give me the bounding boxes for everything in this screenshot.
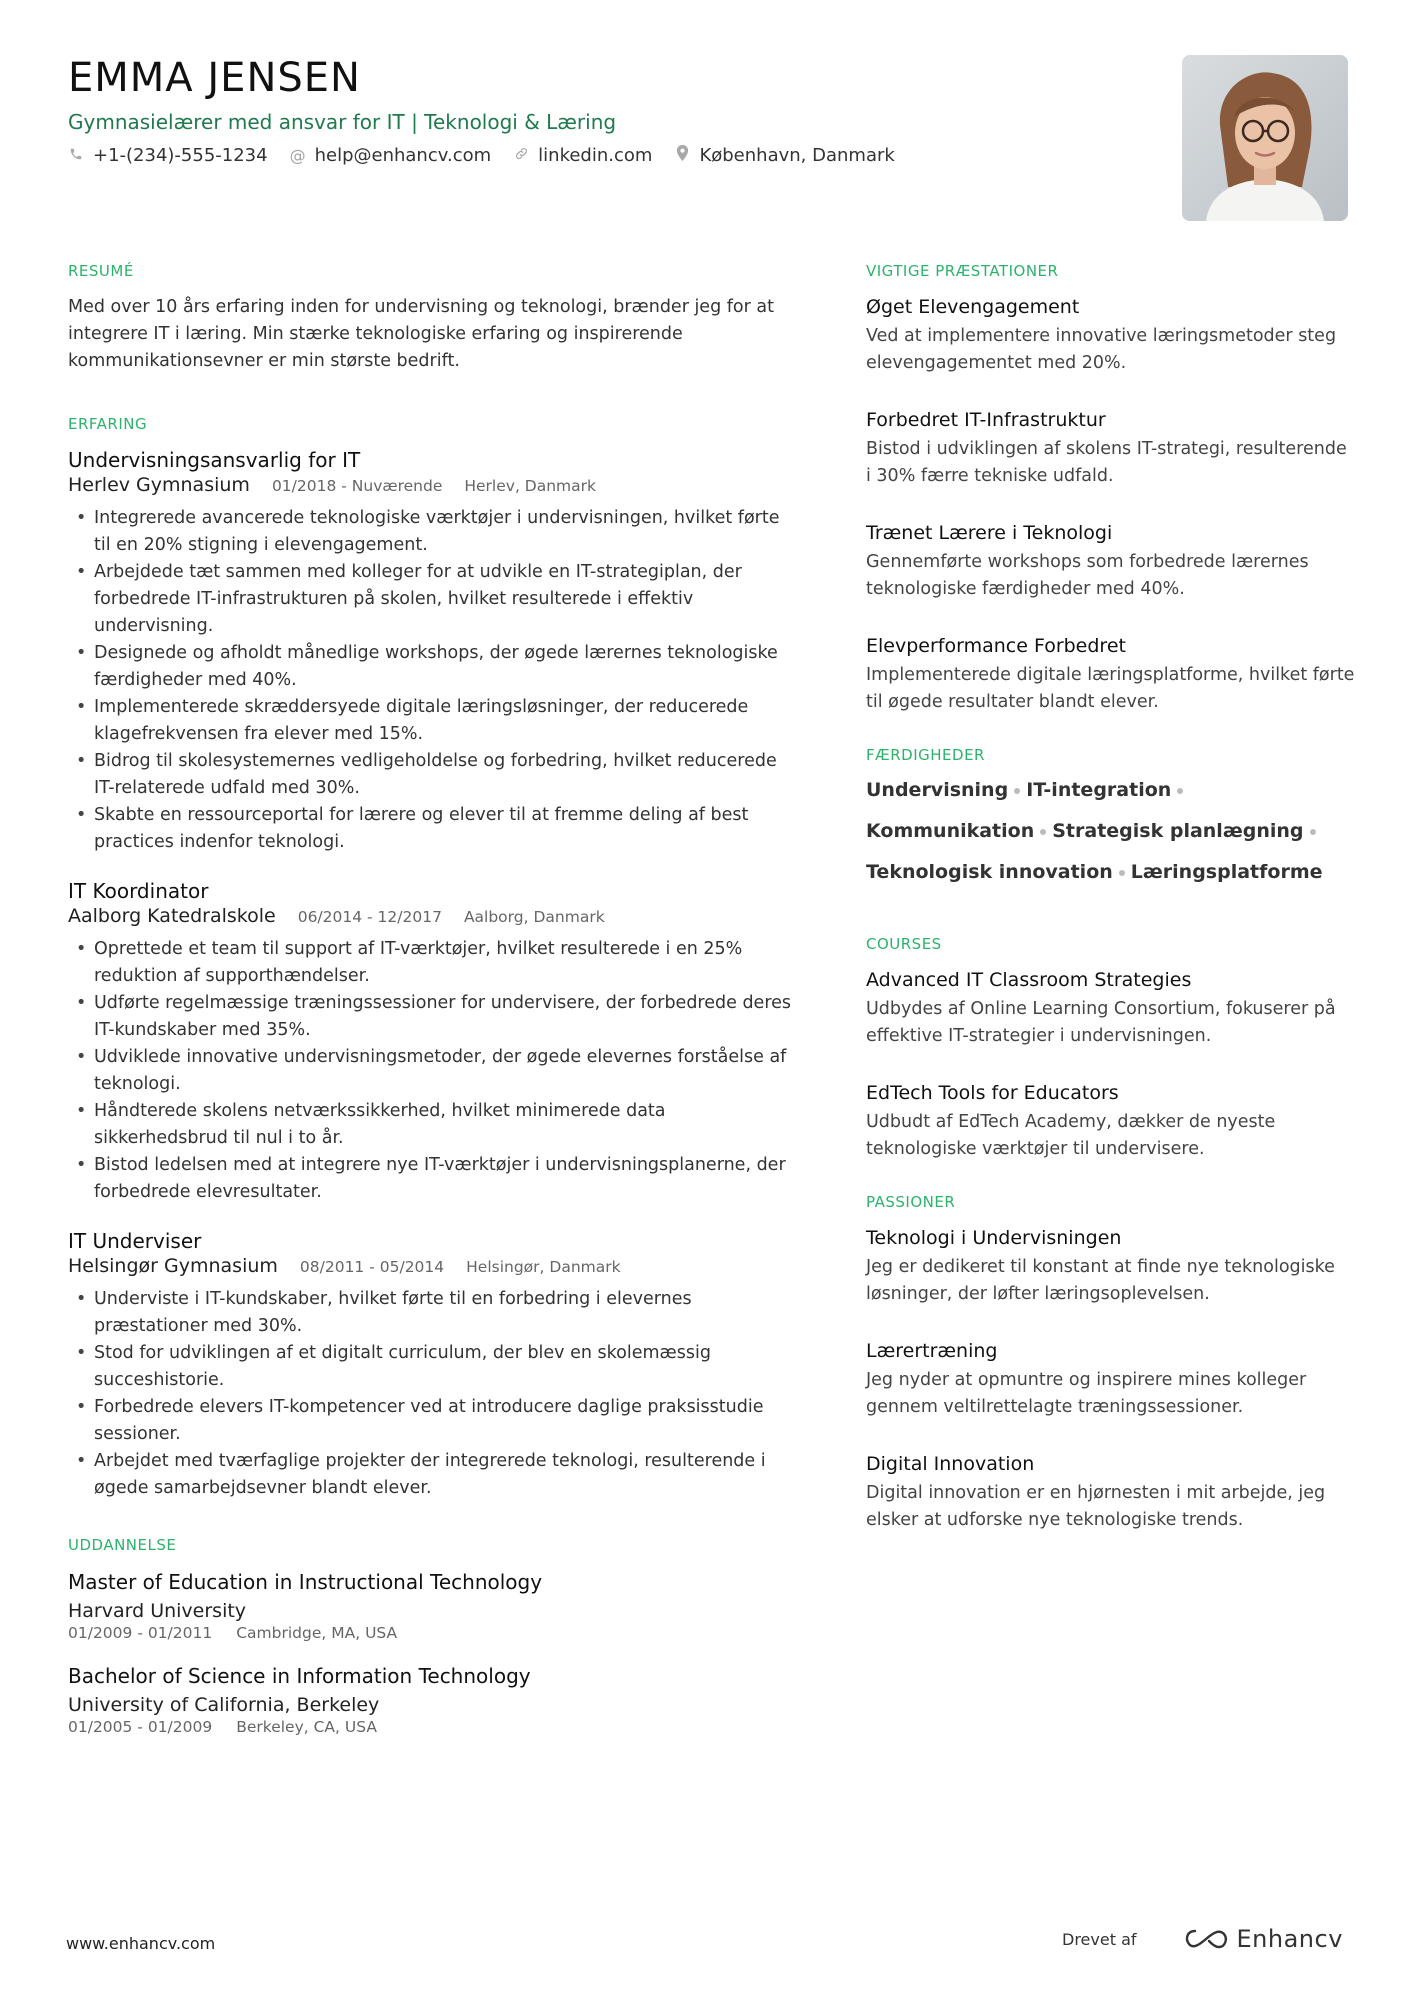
skill-tag	[1052, 811, 1321, 852]
contact-email[interactable]	[290, 142, 492, 170]
passion-title: Teknologi i Undervisningen	[866, 1227, 1122, 1249]
footer-branding	[1062, 1925, 1343, 1953]
achievement-desc: Ved at implementere innovative læringsmetoder steg elevengagementet med 20%.	[866, 326, 1337, 373]
course-item	[866, 967, 1356, 1050]
achievement-item	[866, 520, 1356, 603]
skills-section	[866, 746, 1356, 893]
skill-tag	[1026, 770, 1189, 811]
linkedin-text: linkedin.com	[538, 145, 653, 166]
job-entry	[68, 1228, 798, 1502]
edu-location: Berkeley, CA, USA	[236, 1718, 377, 1736]
right-column	[866, 262, 1356, 1574]
skill-tag	[1131, 852, 1323, 893]
job-bullets	[68, 936, 798, 1206]
job-location: Herlev, Danmark	[464, 477, 596, 495]
experience-section	[68, 415, 798, 1502]
separator-dot	[1177, 788, 1183, 794]
course-title: EdTech Tools for Educators	[866, 1082, 1119, 1104]
link-icon	[513, 142, 529, 170]
skill-label: IT-integration	[1026, 779, 1172, 801]
brand-name: Enhancv	[1236, 1925, 1343, 1953]
achievement-title: Elevperformance Forbedret	[866, 635, 1126, 657]
achievement-desc: Implementerede digitale læringsplatforme, hvilket førte til øgede resultater blandt elever.	[866, 665, 1355, 712]
enhancv-logo[interactable]	[1183, 1925, 1343, 1953]
achievement-title: Trænet Lærere i Teknologi	[866, 522, 1113, 544]
passion-item	[866, 1225, 1356, 1308]
job-bullet: • Bidrog til skolesystemernes vedligeholdelse og forbedring, hvilket reducerede IT-relaterede udfald med 30%.	[68, 748, 798, 802]
summary-heading: RESUMÉ	[68, 262, 134, 280]
skill-tag	[866, 852, 1131, 893]
job-bullet: • Underviste i IT-kundskaber, hvilket førte til en forbedring i elevernes præstationer med 30%.	[68, 1286, 798, 1340]
job-location: Helsingør, Danmark	[466, 1258, 621, 1276]
achievements-heading: VIGTIGE PRÆSTATIONER	[866, 262, 1059, 280]
job-bullet: • Designede og afholdt månedlige workshops, der øgede lærernes teknologiske færdigheder med 40%.	[68, 640, 798, 694]
edu-date: 01/2009 - 01/2011	[68, 1624, 213, 1642]
job-bullet: • Oprettede et team til support af IT-værktøjer, hvilket resulterede i en 25% reduktion af supporthændelser.	[68, 936, 798, 990]
resume-header	[68, 52, 1168, 170]
job-date: 06/2014 - 12/2017	[297, 908, 442, 926]
job-bullet: • Udførte regelmæssige træningssessioner for undervisere, der forbedrede deres IT-kundskaber med 35%.	[68, 990, 798, 1044]
achievement-desc: Bistod i udviklingen af skolens IT-strategi, resulterende i 30% færre tekniske udfald.	[866, 439, 1347, 486]
job-date: 01/2018 - Nuværende	[271, 477, 443, 495]
passion-title: Lærertræning	[866, 1340, 998, 1362]
skills-heading: FÆRDIGHEDER	[866, 746, 985, 764]
course-desc: Udbydes af Online Learning Consortium, fokuserer på effektive IT-strategier i undervisningen.	[866, 999, 1336, 1046]
edu-location: Cambridge, MA, USA	[236, 1624, 398, 1642]
course-title: Advanced IT Classroom Strategies	[866, 969, 1192, 991]
skills-list	[866, 770, 1356, 893]
phone-icon	[68, 142, 84, 170]
contact-phone[interactable]	[68, 142, 268, 170]
job-company: Herlev Gymnasium	[68, 474, 250, 496]
job-meta	[68, 904, 798, 930]
courses-section	[866, 935, 1356, 1163]
edu-school: University of California, Berkeley	[68, 1694, 380, 1716]
passion-title: Digital Innovation	[866, 1453, 1035, 1475]
job-bullet: • Arbejdede tæt sammen med kolleger for at udvikle en IT-strategiplan, der forbedrede IT-infrastrukturen på skolen, hvilket resulterede i effektiv undervisning.	[68, 559, 798, 640]
achievement-item	[866, 294, 1356, 377]
summary-section	[68, 262, 798, 375]
skill-label: Læringsplatforme	[1130, 861, 1323, 883]
job-title: IT Koordinator	[68, 879, 209, 903]
course-desc: Udbudt af EdTech Academy, dækker de nyeste teknologiske værktøjer til undervisere.	[866, 1112, 1276, 1159]
left-column	[68, 262, 798, 1778]
contact-row	[68, 142, 1168, 170]
skill-label: Undervisning	[866, 779, 1009, 801]
experience-heading: ERFARING	[68, 415, 148, 433]
job-company: Aalborg Katedralskole	[68, 905, 276, 927]
job-bullet: • Implementerede skræddersyede digitale læringsløsninger, der reducerede klagefrekvensen fra elever med 15%.	[68, 694, 798, 748]
job-bullet: • Håndterede skolens netværkssikkerhed, hvilket minimerede data sikkerhedsbrud til nul i to år.	[68, 1098, 798, 1152]
job-title: Undervisningsansvarlig for IT	[68, 448, 361, 472]
achievement-item	[866, 633, 1356, 716]
job-bullet: • Arbejdet med tværfaglige projekter der integrerede teknologi, resulterende i øgede samarbejdsevner blandt elever.	[68, 1448, 798, 1502]
passion-desc: Digital innovation er en hjørnesten i mit arbejde, jeg elsker at udforske nye teknologiske trends.	[866, 1483, 1326, 1530]
job-bullet: • Stod for udviklingen af et digitalt curriculum, der blev en skolemæssig succeshistorie.	[68, 1340, 798, 1394]
job-bullets	[68, 505, 798, 856]
location-text: København, Danmark	[699, 145, 895, 166]
skill-tag	[866, 811, 1052, 852]
achievement-title: Øget Elevengagement	[866, 296, 1080, 318]
separator-dot	[1014, 788, 1020, 794]
job-date: 08/2011 - 05/2014	[299, 1258, 445, 1276]
job-bullet: • Udviklede innovative undervisningsmetoder, der øgede elevernes forståelse af teknologi.	[68, 1044, 798, 1098]
achievement-desc: Gennemførte workshops som forbedrede lærernes teknologiske færdigheder med 40%.	[866, 552, 1309, 599]
contact-linkedin[interactable]	[513, 142, 652, 170]
job-bullet: • Bistod ledelsen med at integrere nye IT-værktøjer i undervisningsplanerne, der forbedrede elevresultater.	[68, 1152, 798, 1206]
location-pin-icon	[674, 142, 690, 170]
edu-meta	[68, 1716, 798, 1738]
job-title: IT Underviser	[68, 1229, 202, 1253]
education-entry	[68, 1662, 798, 1738]
achievement-title: Forbedret IT-Infrastruktur	[866, 409, 1106, 431]
job-bullet: • Skabte en ressourceportal for lærere og elever til at fremme deling af best practices indenfor teknologi.	[68, 802, 798, 856]
passion-desc: Jeg er dedikeret til konstant at finde nye teknologiske løsninger, der løfter læringsoplevelsen.	[866, 1257, 1335, 1304]
job-bullets	[68, 1286, 798, 1502]
course-item	[866, 1080, 1356, 1163]
education-heading: UDDANNELSE	[68, 1536, 177, 1554]
contact-location	[674, 142, 894, 170]
at-icon: @	[289, 146, 306, 165]
education-section	[68, 1536, 798, 1738]
passion-item	[866, 1338, 1356, 1421]
separator-dot	[1040, 829, 1046, 835]
skill-label: Strategisk planlægning	[1052, 820, 1304, 842]
edu-school: Harvard University	[68, 1600, 247, 1622]
separator-dot	[1310, 829, 1316, 835]
edu-date: 01/2005 - 01/2009	[68, 1718, 213, 1736]
phone-text: +1-(234)-555-1234	[93, 145, 268, 166]
education-entry	[68, 1568, 798, 1644]
passions-section	[866, 1193, 1356, 1534]
powered-by-label: Drevet af	[1062, 1929, 1137, 1949]
achievement-item	[866, 407, 1356, 490]
summary-text: Med over 10 års erfaring inden for undervisning og teknologi, brænder jeg for at integrere IT i læring. Min stærke teknologiske erfaring og inspirerende kommunikationsevner er min største bedrift.	[68, 297, 774, 371]
enhancv-logo-icon	[1183, 1927, 1229, 1951]
achievements-section	[866, 262, 1356, 716]
job-company: Helsingør Gymnasium	[68, 1255, 278, 1277]
candidate-name: EMMA JENSEN	[68, 55, 361, 101]
edu-degree: Master of Education in Instructional Technology	[68, 1570, 543, 1594]
job-bullet: • Forbedrede elevers IT-kompetencer ved at introducere daglige praksisstudie sessioner.	[68, 1394, 798, 1448]
footer-website[interactable]: www.enhancv.com	[66, 1934, 216, 1953]
profile-photo	[1182, 55, 1348, 221]
passions-heading: PASSIONER	[866, 1193, 956, 1211]
courses-heading: COURSES	[866, 935, 942, 953]
skill-tag	[866, 770, 1026, 811]
job-meta	[68, 473, 798, 499]
skill-label: Kommunikation	[866, 820, 1035, 842]
passion-item	[866, 1451, 1356, 1534]
job-location: Aalborg, Danmark	[463, 908, 605, 926]
skill-label: Teknologisk innovation	[866, 861, 1113, 883]
job-meta	[68, 1254, 798, 1280]
edu-meta	[68, 1622, 798, 1644]
job-bullet: • Integrerede avancerede teknologiske værktøjer i undervisningen, hvilket førte til en 20% stigning i elevengagement.	[68, 505, 798, 559]
job-entry	[68, 447, 798, 856]
edu-degree: Bachelor of Science in Information Technology	[68, 1664, 531, 1688]
candidate-title: Gymnasielærer med ansvar for IT | Teknologi & Læring	[68, 110, 617, 134]
passion-desc: Jeg nyder at opmuntre og inspirere mines kolleger gennem veltilrettelagte træningssessioner.	[866, 1370, 1307, 1417]
email-text: help@enhancv.com	[314, 145, 492, 166]
separator-dot	[1119, 870, 1125, 876]
job-entry	[68, 878, 798, 1206]
